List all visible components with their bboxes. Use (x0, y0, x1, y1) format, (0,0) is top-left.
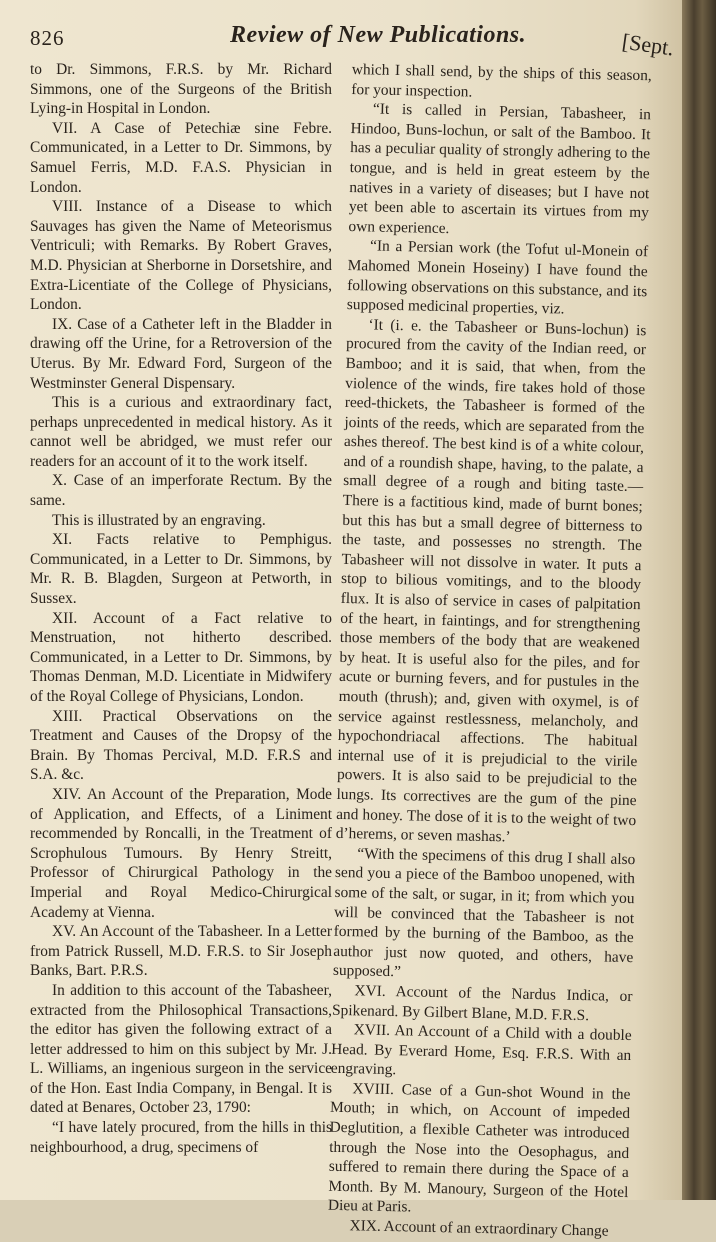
running-head-month: [Sept. (620, 28, 676, 61)
entry-vi-continued: to Dr. Simmons, F.R.S. by Mr. Richard Simmons, one of the Surgeons of the British Lying-in Hospital in London. (30, 61, 332, 118)
entry-xv: XV. An Account of the Tabasheer. In a Letter from Patrick Russell, M.D. F.R.S. to Sir Joseph Banks, Bart. P.R.S. (30, 923, 332, 980)
page-number: 826 (30, 26, 65, 50)
entry-ix-note: This is a curious and extraordinary fact, perhaps unprecedented in medical history. As it cannot well be abridged, we must refer our readers for an account of it to the work itself. (30, 394, 332, 470)
quote-persian-work: “In a Persian work (the Tofut ul-Monein of Mahomed Monein Hoseiny) I have found the following observations on this substance, and its supposed medicinal properties, viz. (346, 237, 649, 318)
entry-ix: IX. Case of a Catheter left in the Bladder in drawing off the Urine, for a Retroversion of the Uterus. By Mr. Edward Ford, Surgeon of the Westminster General Dispensary. (30, 315, 332, 392)
entry-vii: VII. A Case of Petechiæ sine Febre. Communicated, in a Letter to Dr. Simmons, by Samuel Ferris, M.D. F.A.S. Physician in London. (30, 119, 332, 196)
entry-xvii: XVII. An Account of a Child with a double Head. By Everard Home, Esq. F.R.S. With an engraving. (330, 1021, 632, 1079)
entry-xix: XIX. Account of an extraordinary Change (349, 1217, 609, 1240)
quote-properties: ‘It (i. e. the Tabasheer or Buns-lochun) is procured from the cavity of the Indian reed, or Bamboo; and it is said, that when, from the violence of the winds, fire takes hold of those reed-thickets, the Tabasheer is formed of the joints of the reeds, which are separated from the ashes thereof. The best kind is of a white colour, and of a roundish shape, having, to the palate, a small degree of a rough and biting taste.— There is a factitious kind, made of burnt bones; but this has but a small degree of bitterness to the taste, and possesses no strength. The Tabasheer will not dissolve in water. It puts a stop to bilious vomitings, and to the bloody flux. It is also of service in cases of palpitation of the heart, in faintings, and for strengthening those members of the body that are weakened by heat. It is useful also for the piles, and for acute or burning fevers, and for pustules in the mouth (thrush); and, given with oxymel, is of service against restlessness, melancholy, and hypochondriacal affections. The habitual internal use of it is prejudicial to the virile powers. It is also said to be prejudicial to the lungs. Its correctives are the gum of the pine and honey. The dose of it is to the weight of two d’herems, or seven mashas.’ (335, 316, 647, 846)
entry-x: X. Case of an imperforate Rectum. By the same. (30, 472, 332, 510)
right-column (327, 60, 652, 1242)
entry-xiii: XIII. Practical Observations on the Treatment and Causes of the Dropsy of the Brain. By Thomas Percival, M.D. F.R.S and S.A. &c. (30, 707, 332, 784)
entry-xv-quote: “I have lately procured, from the hills in this neighbourhood, a drug, specimens of (30, 1119, 332, 1156)
entry-viii: VIII. Instance of a Disease to which Sauvages has given the Name of Meteorismus Ventriculi; with Remarks. By Robert Graves, M.D. Physician at Sherborne in Dorsetshire, and Extra-Licentiate of the College of Physicians, London. (30, 198, 332, 314)
entry-xii: XII. Account of a Fact relative to Menstruation, not hitherto described. Communicated, in a Letter to Dr. Simmons, by Thomas Denman, M.D. Licentiate in Midwifery of the Royal College of Physicians, London. (30, 609, 332, 705)
entry-x-note: This is illustrated by an engraving. (52, 511, 266, 529)
entry-xi: XI. Facts relative to Pemphigus. Communicated, in a Letter to Dr. Simmons, by Mr. R. B. Blagden, Surgeon at Petworth, in Sussex. (30, 531, 332, 608)
quote-specimens: “With the specimens of this drug I shall also send you a piece of the Bamboo unopened, with some of the salt, or sugar, in it; from which you will be convinced that the Tabasheer is not formed by the burning of the Bamboo, as the author just now quoted, and others, have supposed.” (332, 845, 636, 981)
left-column (30, 60, 332, 1157)
entry-xviii: XVIII. Case of a Gun-shot Wound in the Mouth; in which, on Account of impeded Deglutition, a flexible Catheter was introduced through the Nose into the Oesophagus, and suffered to remain there during the Space of a Month. By M. Manoury, Surgeon of the Hotel Dieu at Paris. (327, 1080, 631, 1216)
entry-xiv: XIV. An Account of the Preparation, Mode of Application, and Effects, of a Liniment recommended by Roncalli, in the Treatment of Scrophulous Tumours. By Henry Streitt, Professor of Chirurgical Pathology in the Imperial and Royal Medico-Chirurgical Academy at Vienna. (30, 785, 332, 921)
quote-continued: which I shall send, by the ships of this season, for your inspection. (351, 60, 652, 101)
page-header (30, 22, 676, 61)
running-head: Review of New Publications. (230, 22, 527, 48)
entry-xv-note: In addition to this account of the Tabasheer, extracted from the Philosophical Transactions, the editor has given the following extract of a letter addressed to him on this subject by Mr. J. L. Williams, an ingenious surgeon in the service of the Hon. East India Company, in Bengal. It is dated at Benares, October 23, 1790: (30, 981, 332, 1117)
quote-tabasheer-names: “It is called in Persian, Tabasheer, in Hindoo, Buns-lochun, or salt of the Bamboo. It has a peculiar quality of strongly adhering to the tongue, and is held in great esteem by the natives in a variety of diseases; but I have not yet been able to ascertain its virtues from my own experience. (348, 100, 652, 237)
book-spine-edge (682, 0, 716, 1200)
entry-xvi: XVI. Account of the Nardus Indica, or Spikenard. By Gilbert Blane, M.D. F.R.S. (331, 982, 633, 1024)
